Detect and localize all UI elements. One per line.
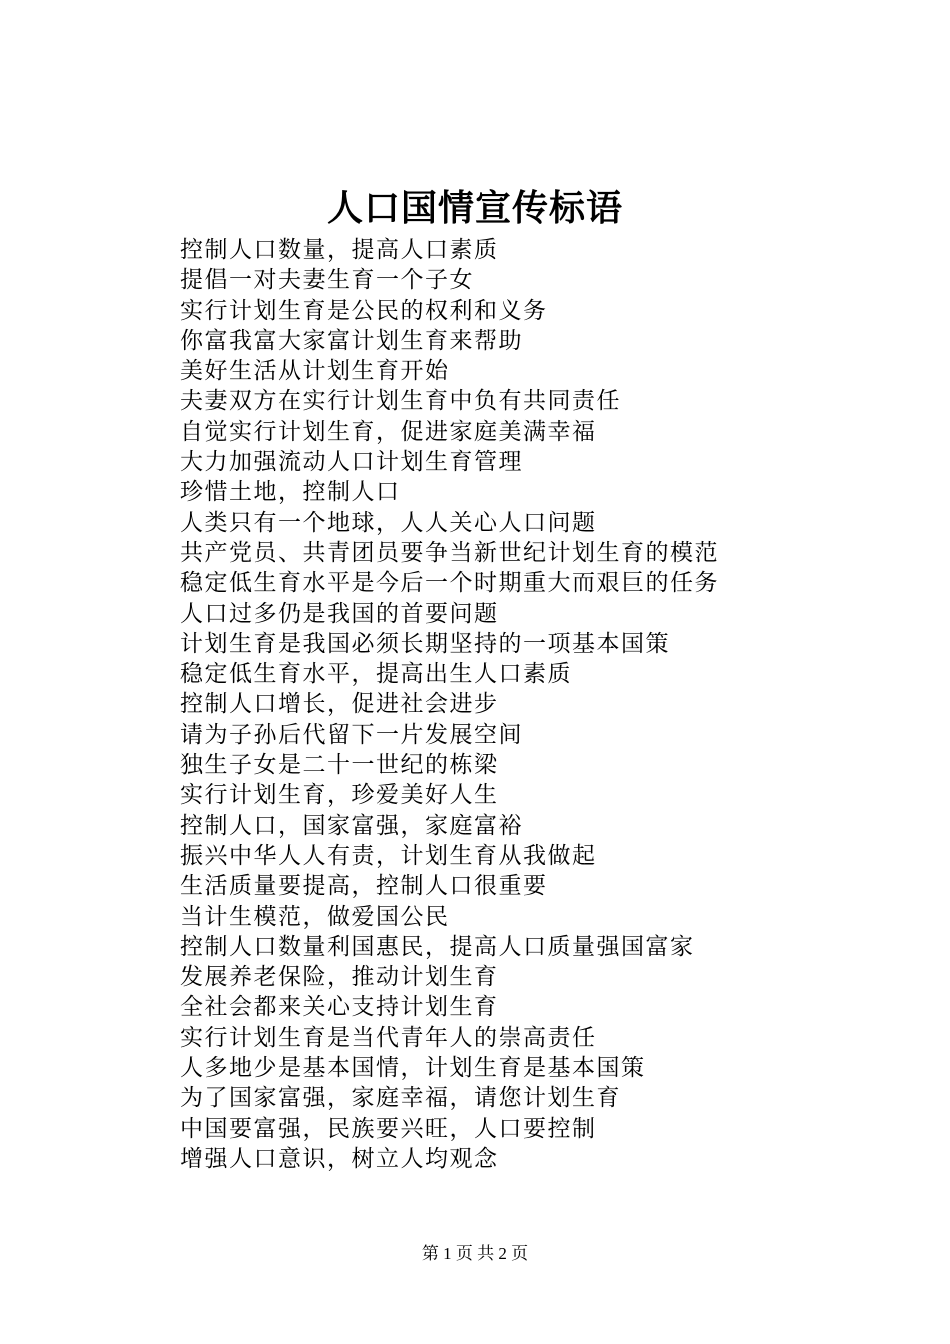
slogan-line: 自觉实行计划生育，促进家庭美满幸福	[180, 418, 597, 445]
slogan-line: 稳定低生育水平是今后一个时期重大而艰巨的任务	[180, 570, 719, 597]
slogan-line: 珍惜土地，控制人口	[180, 479, 401, 506]
slogan-line: 生活质量要提高，控制人口很重要	[180, 873, 548, 900]
slogan-line: 人类只有一个地球，人人关心人口问题	[180, 509, 597, 536]
slogan-line: 实行计划生育是当代青年人的崇高责任	[180, 1024, 597, 1051]
document-title: 人口国情宣传标语	[326, 187, 623, 229]
slogan-line: 美好生活从计划生育开始	[180, 358, 450, 385]
slogan-line: 提倡一对夫妻生育一个子女	[180, 267, 474, 294]
slogan-line: 发展养老保险，推动计划生育	[180, 964, 499, 991]
slogan-line: 为了国家富强，家庭幸福，请您计划生育	[180, 1085, 621, 1112]
slogan-line: 请为子孙后代留下一片发展空间	[180, 721, 523, 748]
slogan-line: 夫妻双方在实行计划生育中负有共同责任	[180, 388, 621, 415]
page-indicator: 第 1 页 共 2 页	[421, 1244, 529, 1263]
slogan-line: 当计生模范，做爱国公民	[180, 903, 450, 930]
slogan-line: 人口过多仍是我国的首要问题	[180, 600, 499, 627]
slogan-line: 控制人口增长，促进社会进步	[180, 691, 499, 718]
slogan-line: 实行计划生育，珍爱美好人生	[180, 782, 499, 809]
slogan-line: 你富我富大家富计划生育来帮助	[180, 327, 523, 354]
slogan-line: 中国要富强，民族要兴旺，人口要控制	[180, 1115, 597, 1142]
slogan-list	[180, 235, 880, 1174]
slogan-line: 控制人口数量利国惠民，提高人口质量强国富家	[180, 933, 695, 960]
slogan-line: 振兴中华人人有责，计划生育从我做起	[180, 842, 597, 869]
slogan-line: 实行计划生育是公民的权利和义务	[180, 297, 548, 324]
slogan-line: 控制人口，国家富强，家庭富裕	[180, 812, 523, 839]
slogan-line: 独生子女是二十一世纪的栋梁	[180, 752, 499, 779]
slogan-line: 计划生育是我国必须长期坚持的一项基本国策	[180, 630, 670, 657]
slogan-line: 大力加强流动人口计划生育管理	[180, 449, 523, 476]
slogan-line: 人多地少是基本国情，计划生育是基本国策	[180, 1055, 646, 1082]
slogan-line: 控制人口数量，提高人口素质	[180, 237, 499, 263]
slogan-line: 增强人口意识，树立人均观念	[180, 1145, 499, 1172]
slogan-line: 共产党员、共青团员要争当新世纪计划生育的模范	[180, 539, 719, 566]
slogan-line: 全社会都来关心支持计划生育	[180, 994, 499, 1021]
slogan-line: 稳定低生育水平，提高出生人口素质	[180, 661, 572, 688]
